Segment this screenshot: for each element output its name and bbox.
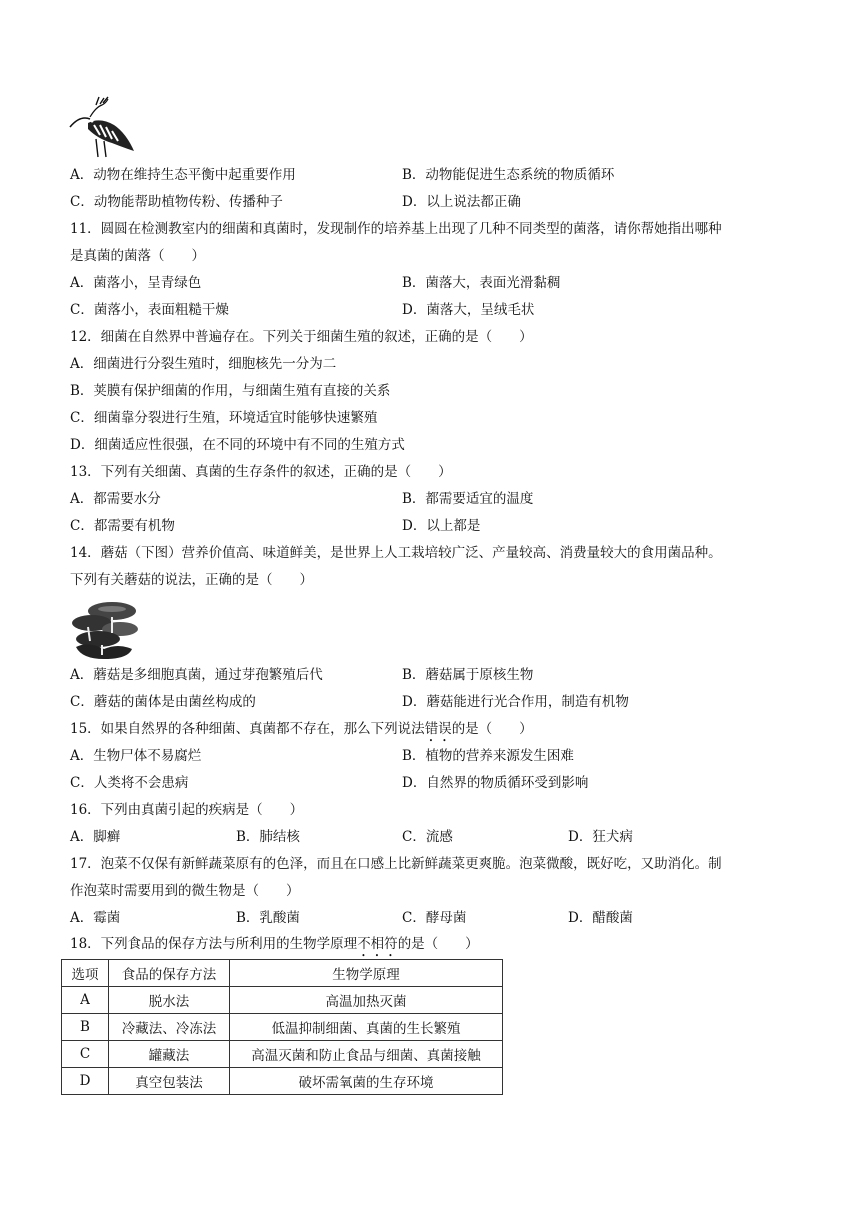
q17-option-b: B．乳酸菌 <box>236 910 300 926</box>
q17-option-a: A．霉菌 <box>70 910 121 926</box>
q17-stem-line2: 作泡菜时需要用到的微生物是（ ） <box>70 883 300 899</box>
table-row <box>62 1041 503 1068</box>
q15-option-d: D．自然界的物质循环受到影响 <box>402 775 589 791</box>
q10-option-d: D．以上说法都正确 <box>402 194 521 210</box>
q14-stem-line1: 14．蘑菇（下图）营养价值高、味道鲜美，是世界上人工栽培较广泛、产量较高、消费量较大的食用菌品种。 <box>70 545 722 561</box>
q14-option-a: A．蘑菇是多细胞真菌，通过芽孢繁殖后代 <box>70 667 323 683</box>
table-row <box>62 987 503 1014</box>
q12-option-b: B．荚膜有保护细菌的作用，与细菌生殖有直接的关系 <box>70 383 391 399</box>
q16-stem: 16．下列由真菌引起的疾病是（ ） <box>70 802 304 818</box>
q14-option-d: D．蘑菇能进行光合作用，制造有机物 <box>402 694 629 710</box>
q15-option-c: C．人类将不会患病 <box>70 775 189 791</box>
q17-option-d: D．醋酸菌 <box>568 910 633 926</box>
table-cell: 破坏需氧菌的生存环境 <box>230 1068 503 1095</box>
q15-emphasis: 错误 <box>424 721 452 737</box>
q16-option-d: D．狂犬病 <box>568 829 633 845</box>
q11-option-d: D．菌落大，呈绒毛状 <box>402 302 535 318</box>
table-row <box>62 1068 503 1095</box>
q16-option-c: C．流感 <box>402 829 453 845</box>
table-header: 选项 <box>62 960 109 987</box>
table-cell: B <box>62 1014 109 1041</box>
table-cell: 脱水法 <box>109 987 230 1014</box>
table-cell: 真空包装法 <box>109 1068 230 1095</box>
q11-stem-line1: 11．圆圆在检测教室内的细菌和真菌时，发现制作的培养基上出现了几种不同类型的菌落，请你帮她指出哪种 <box>70 221 722 237</box>
hoopoe-bird-icon <box>66 95 140 161</box>
q12-stem: 12．细菌在自然界中普遍存在。下列关于细菌生殖的叙述，正确的是（ ） <box>70 329 533 345</box>
q13-option-b: B．都需要适宜的温度 <box>402 491 534 507</box>
q12-option-a: A．细菌进行分裂生殖时，细胞核先一分为二 <box>70 356 337 372</box>
table-cell: 罐藏法 <box>109 1041 230 1068</box>
q10-option-b: B．动物能促进生态系统的物质循环 <box>402 167 615 183</box>
q17-option-c: C．酵母菌 <box>402 910 467 926</box>
table-header: 食品的保存方法 <box>109 960 230 987</box>
q15-option-b: B．植物的营养来源发生困难 <box>402 748 574 764</box>
q12-option-c: C．细菌靠分裂进行生殖，环境适宜时能够快速繁殖 <box>70 410 378 426</box>
q16-option-a: A．脚癣 <box>70 829 121 845</box>
q18-emphasis: 不相符 <box>357 936 398 952</box>
q15-option-a: A．生物尸体不易腐烂 <box>70 748 202 764</box>
q14-option-b: B．蘑菇属于原核生物 <box>402 667 534 683</box>
table-cell: 高温加热灭菌 <box>230 987 503 1014</box>
q11-option-b: B．菌落大，表面光滑黏稠 <box>402 275 561 291</box>
q13-option-a: A．都需要水分 <box>70 491 161 507</box>
mushroom-icon <box>68 597 144 661</box>
q11-stem-line2: 是真菌的菌落（ ） <box>70 248 205 264</box>
table-row <box>62 1014 503 1041</box>
q10-option-c: C．动物能帮助植物传粉、传播种子 <box>70 194 283 210</box>
table-cell: 高温灭菌和防止食品与细菌、真菌接触 <box>230 1041 503 1068</box>
q14-stem-line2: 下列有关蘑菇的说法，正确的是（ ） <box>70 572 313 588</box>
table-header-row <box>62 960 503 987</box>
table-cell: 低温抑制细菌、真菌的生长繁殖 <box>230 1014 503 1041</box>
q17-stem-line1: 17．泡菜不仅保有新鲜蔬菜原有的色泽，而且在口感上比新鲜蔬菜更爽脆。泡菜微酸，既好吃，又助消化。制 <box>70 856 722 872</box>
q13-option-c: C．都需要有机物 <box>70 518 175 534</box>
table-cell: D <box>62 1068 109 1095</box>
q14-option-c: C．蘑菇的菌体是由菌丝构成的 <box>70 694 256 710</box>
q13-stem: 13．下列有关细菌、真菌的生存条件的叙述，正确的是（ ） <box>70 464 452 480</box>
table-header: 生物学原理 <box>230 960 503 987</box>
q18-table <box>61 959 503 1095</box>
q10-option-a: A．动物在维持生态平衡中起重要作用 <box>70 167 296 183</box>
table-cell: A <box>62 987 109 1014</box>
q11-option-c: C．菌落小，表面粗糙干燥 <box>70 302 229 318</box>
table-cell: C <box>62 1041 109 1068</box>
q11-option-a: A．菌落小，呈青绿色 <box>70 275 202 291</box>
table-cell: 冷藏法、冷冻法 <box>109 1014 230 1041</box>
q15-stem: 15．如果自然界的各种细菌、真菌都不存在，那么下列说法错误的是（ ） <box>70 721 533 737</box>
q13-option-d: D．以上都是 <box>402 518 481 534</box>
q18-stem: 18．下列食品的保存方法与所利用的生物学原理不相符的是（ ） <box>70 936 479 952</box>
q12-option-d: D．细菌适应性很强，在不同的环境中有不同的生殖方式 <box>70 437 405 453</box>
q16-option-b: B．肺结核 <box>236 829 300 845</box>
